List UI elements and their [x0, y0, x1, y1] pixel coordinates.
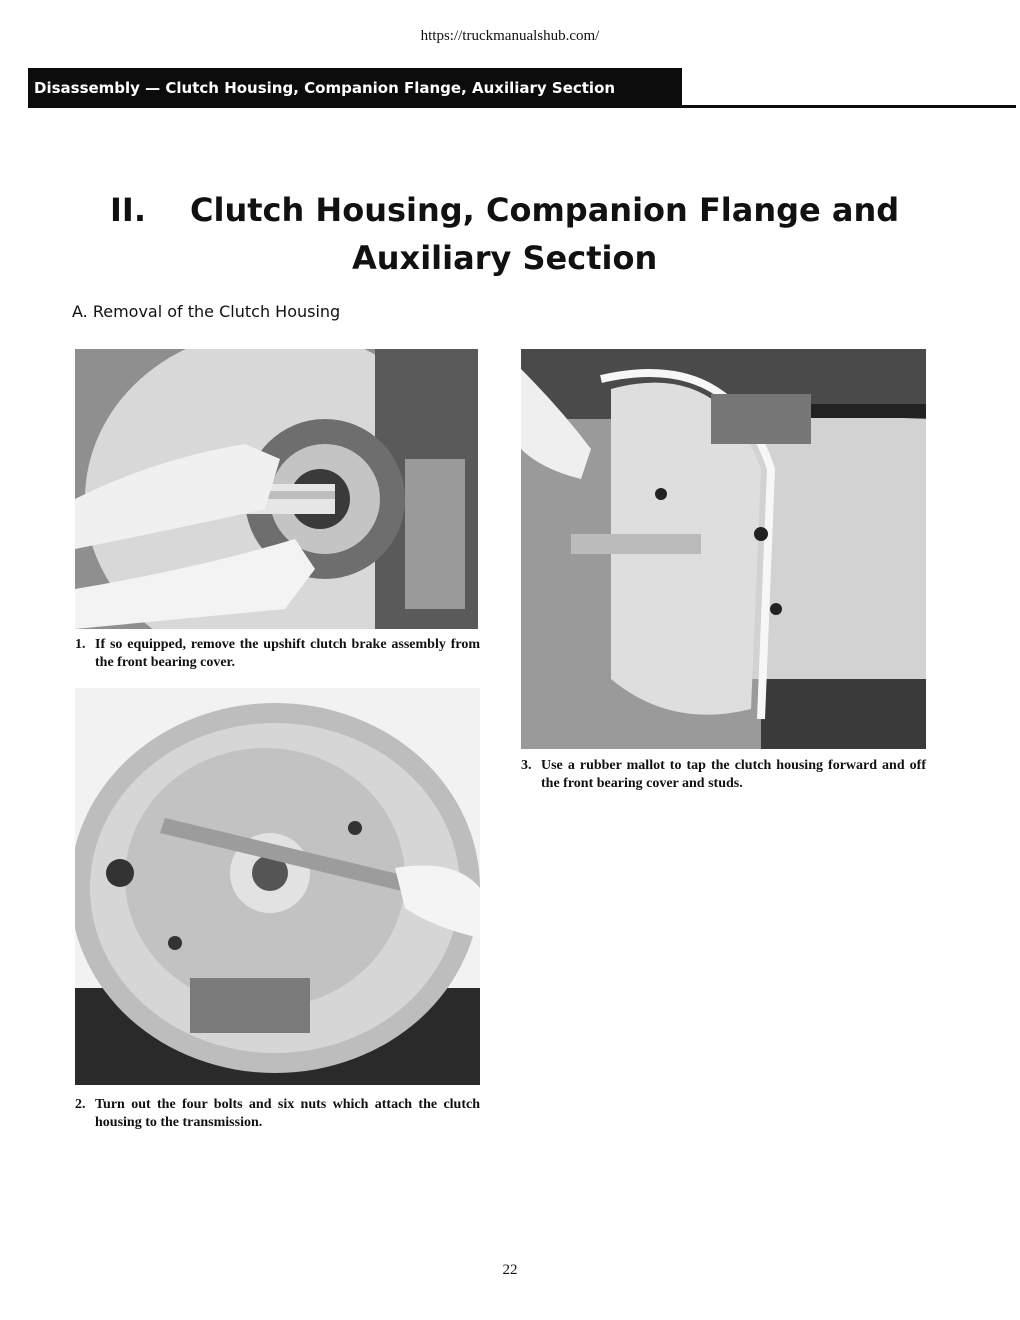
photo-tap-clutch-housing	[521, 349, 926, 749]
caption-figure-3	[521, 757, 926, 793]
page-number: 22	[502, 1262, 518, 1278]
chapter-banner: Disassembly — Clutch Housing, Companion Flange, Auxiliary Section	[28, 68, 682, 108]
caption-text: If so equipped, remove the upshift clutch brake assembly from the front bearing cover.	[95, 637, 480, 670]
title-number: II.	[110, 191, 146, 229]
title-line-1: Clutch Housing, Companion Flange and	[190, 191, 900, 229]
source-url[interactable]: https://truckmanualshub.com/	[420, 28, 600, 44]
caption-text: Turn out the four bolts and six nuts which attach the clutch housing to the transmission.	[95, 1097, 480, 1130]
photo-clutch-brake-removal	[75, 349, 478, 629]
caption-text: Use a rubber mallot to tap the clutch housing forward and off the front bearing cover and studs.	[541, 758, 926, 791]
title-line-2: Auxiliary Section	[352, 239, 658, 277]
banner-rule	[682, 105, 1016, 108]
caption-number: 2.	[75, 1097, 86, 1112]
caption-number: 3.	[521, 758, 532, 773]
photo-clutch-housing-bolts	[75, 688, 480, 1085]
caption-figure-1	[75, 636, 480, 672]
caption-figure-2	[75, 1096, 480, 1132]
section-heading: A. Removal of the Clutch Housing	[72, 302, 341, 321]
caption-number: 1.	[75, 637, 86, 652]
